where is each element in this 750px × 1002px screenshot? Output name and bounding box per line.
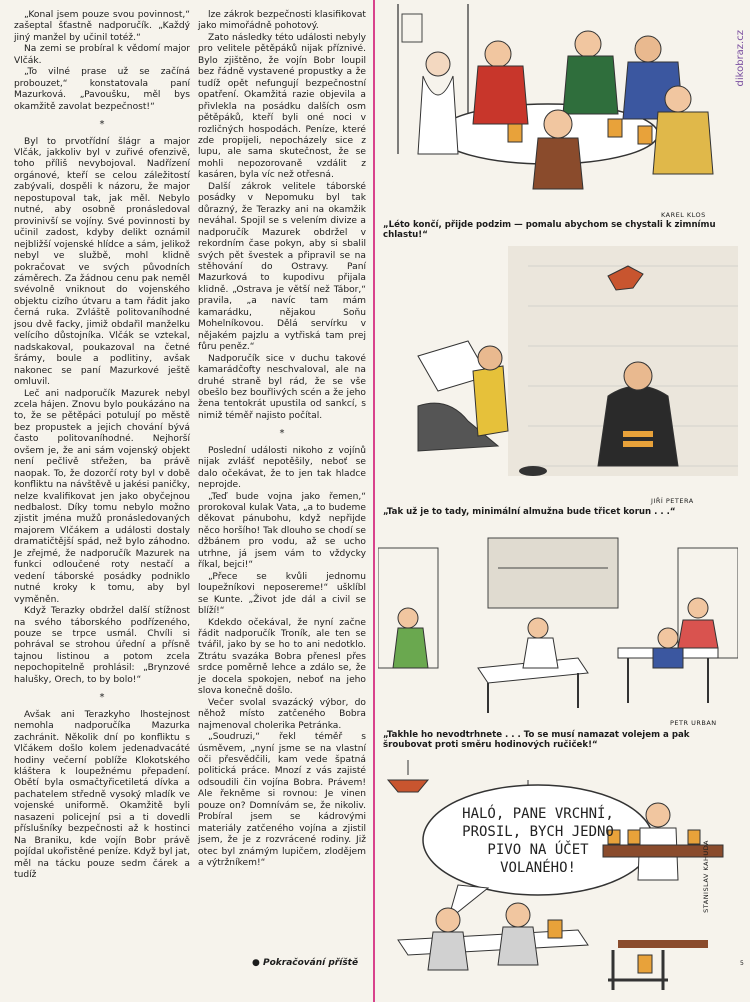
section-separator: * (99, 119, 105, 131)
speech-bubble-line-3: PIVO NA ÚČET (487, 842, 589, 858)
paragraph: Avšak ani Terazkyho lhostejnost nemohla nadporučíka Mazurka zachránit. Několik dní po konfliktu s Vlčákem došlo kolem jedenadvacáté hodiny večerní poblíže Klokotského kláštera k loupežnému přepadení. Obětí byla osmačtyřicetiletá dívka a pachatelem středně vysoký mladík ve vojenské uniformě. Okamžitě byli nasazeni policejní psi a ti dovedli příslušníky bezpečnosti až k hostinci Na Braniku, kde vojín Bobr právě pojídal ukořistěné peníze. Když byl jat, měl na tácku pouze sedm čárek a tudíž (14, 709, 190, 881)
article-column-middle (198, 10, 366, 870)
cartoon-author: JIŘÍ PETERA (651, 497, 694, 505)
paragraph: „Soudruzi,“ řekl téměř s úsměvem, „nyní jsme se na vlastní oči přesvědčili, kam vede špatná politická práce. Mnozí z vás zajisté odsoudili čin vojína Bobra. Právem! Ale řekněme si rovnou: Je vinen pouze on? Domnívám se, že nikoliv. Probíral jsem se kádrovými materiály zatčeného vojína a zjistil jsem, že je z rozvrácené rodiny. Již otec byl známým lupičem, zlodějem a výtržníkem!“ (198, 732, 366, 869)
continued-next-issue: ● Pokračování příště (252, 958, 359, 968)
paragraph: Kdekdo očekával, že nyní začne řádit nadporučík Troník, ale ten se tvářil, jako by se ho to ani nedotklo. Ztrátu svazáka Bobra přenesl přes srdce poměrně lehce a zdálo se, že je docela spokojen, neboť na jeho slova konečně došlo. (198, 617, 366, 697)
paragraph: Poslední události nikoho z vojínů nijak zvlášť nepotěšily, neboť se dalo očekávat, že to jen tak hladce neprojde. (198, 445, 366, 491)
paragraph: Leč ani nadporučík Mazurek nebyl zcela hájen. Znovu bylo poukázáno na to, že se pětěpáci potulují po městě bez propustek a jejich chování bývá často politovaníhodné. Nejhorší ovšem je, že ani sám vojenský objekt není pečlivě střežen, ba právě naopak. To, že dozorčí roty byl v době konfliktu na návštěvě u jakési paničky, nelze kvalifikovat jen jako obyčejnou nedbalost. Díky tomu nebylo možno zjistit jména mužů pronásledovaných majorem Vlčákem a události dostaly dramatičtější spád, než bylo záhodno. Je zřejmé, že nadporučík Mazurek na funkci odloučené roty nestačí a vedení táborské posádky podniklo nutné kroky k tomu, aby byl vyměněn. (14, 388, 191, 605)
page-number: 5 (740, 960, 744, 967)
paragraph: „To vilné prase už se začíná probouzet,“ konstatovala paní Mazurková. „Pavoušku, měl bys okamžitě zavolat bezpečnost!“ (14, 67, 190, 112)
magenta-column-divider (373, 0, 375, 1002)
speech-bubble-line-2: PROSIL, BYCH JEDNO (462, 824, 614, 840)
paragraph: Další zákrok velitele táborské posádky v Nepomuku byl tak důrazný, že Terazky ani na okamžik neváhal. Spojil se s velením divize a nadporučík Mazurek obdržel v rekordním čase pokyn, aby si sbalil svých pět švestek a připravil se na stěhování do Ostravy. Paní Mazurková to kupodivu přijala klidně. „Ostrava je větší než Tábor,“ pravila, „a navíc tam mám kamarádku, nějakou Soňu Mohelníkovou. Dělá servírku v nějakém pajzlu a vytřiská tam prej fůru peněz.“ (198, 181, 366, 353)
cartoon-waiter-illustration (378, 760, 738, 996)
paragraph: Zato následky této události nebyly pro velitele pětěpáků nijak příznivé. Bylo zjištěno, že vojín Bobr loupil bez řádně vystavené propustky a že tudíž opět nefungují bezpečnostní opatření. Okamžitá razie objevila a přivlekla na posádku dalších osm pětěpáků, kteří byli oné noci v rozličných hospodách. Peníze, které zde propijeli, nepocházely sice z lupu, ale sama skutečnost, že se mohli nepozorovaně vzdálit z kasáren, byla víc než otřesná. (198, 32, 366, 181)
cartoon-caption: „Léto končí, přijde podzim — pomalu abychom se chystali k zimnímu chlastu!“ (383, 220, 716, 240)
paragraph: Když Terazky obdržel další stížnost na svého táborského podřízeného, pouze se trpce usmál. Chvíli si pohrával se strohou úřední a přísně tajnou listinou a potom zcela nepochopitelně prohlásil: „Brynzové halušky, Orech, to by bolo!“ (14, 606, 190, 685)
cartoon-caption: „Tak už je to tady, minimální almužna bude třicet korun . . .“ (383, 507, 676, 517)
paragraph: lze zákrok bezpečnosti klasifikovat jako mimořádně pohotový. (198, 10, 366, 32)
cartoon-caption: „Takhle ho nevodtrhnete . . . To se musí namazat volejem a pak šroubovat proti směru hodinových ručiček!“ (383, 730, 690, 750)
cartoon-pub-table-illustration (378, 4, 738, 200)
cartoon-author: STANISLAV KAHUDA (702, 840, 710, 913)
cartoon-author: KAREL KLOS (661, 211, 706, 219)
source-watermark: dikobraz.cz (735, 30, 746, 87)
paragraph: Na zemi se probíral k vědomí major Vlčák. (14, 44, 190, 66)
section-separator: * (279, 428, 285, 440)
continued-label: Pokračování příště (263, 958, 359, 968)
paragraph: Byl to prvotřídní šlágr a major Vlčák, jakkoliv byl v zuřivé ofenzivě, toho příliš nevybojoval. Nadřízení orgánové, kteří se celou záležitostí zabývali, dospěli k názoru, že major nepostupoval tak, jak měl. Nebylo nutné, aby osobně pronásledoval provinivší se vojíny. Své povinnosti by učinil zadost, kdyby delikt oznámil nejbližší vojenské hlídce a sám, jelikož nebyl ve službě, mohl klidně pokračovat ve svých původních záměrech. Za žádnou cenu pak neměl svévolně vniknout do vojenského objektu cizího útvaru a tam řádit jako černá ruka. Zvláště politovaníhodné jsou dvě facky, jimiž obdařil manželku velícího důstojníka. Vlčák se vztekal, nadskakoval, poukazoval na četné šrámy, boule a podlitiny, avšak nakonec se paní Mazurkové ještě omluvil. (14, 136, 190, 388)
cartoon-beggars-illustration (378, 246, 738, 496)
section-separator: * (99, 692, 105, 704)
paragraph: „Teď bude vojna jako řemen,“ prorokoval kulak Vata, „a to budeme děkovat pánubohu, když nepřijde něco horšího! Tak dlouho se chodí se džbánem pro vodu, až se ucho utrhne, já jsem vám to vždycky říkal, bejci!“ (198, 491, 366, 571)
article-column-left (14, 10, 190, 882)
cartoon-pub-bar-illustration (378, 528, 738, 718)
paragraph: Nadporučík sice v duchu takové kamarádčofty neschvaloval, ale na druhé straně byl rád, že se vše obešlo bez bouřlivých scén a že jeho žena tentokrát upustila od sankcí, s nimiž téměř najisto počítal. (198, 353, 366, 421)
cartoon-author: PETR URBAN (670, 719, 717, 727)
paragraph: Večer svolal svazácký výbor, do něhož místo zatčeného Bobra najmenoval cholerika Petránka. (198, 697, 366, 731)
speech-bubble-line-1: HALÓ, PANE VRCHNÍ, (462, 806, 614, 822)
paragraph: „Přece se kvůli jednomu loupežníkovi neposereme!“ ušklíbl se Kunte. „Život jde dál a civil se blíží!“ (198, 571, 366, 617)
speech-bubble-line-4: VOLANÉHO! (500, 860, 576, 876)
paragraph: „Konal jsem pouze svou povinnost,“ zašeptal šťastně nadporučík. „Každý jiný manžel by učinil totéž.“ (14, 10, 190, 43)
